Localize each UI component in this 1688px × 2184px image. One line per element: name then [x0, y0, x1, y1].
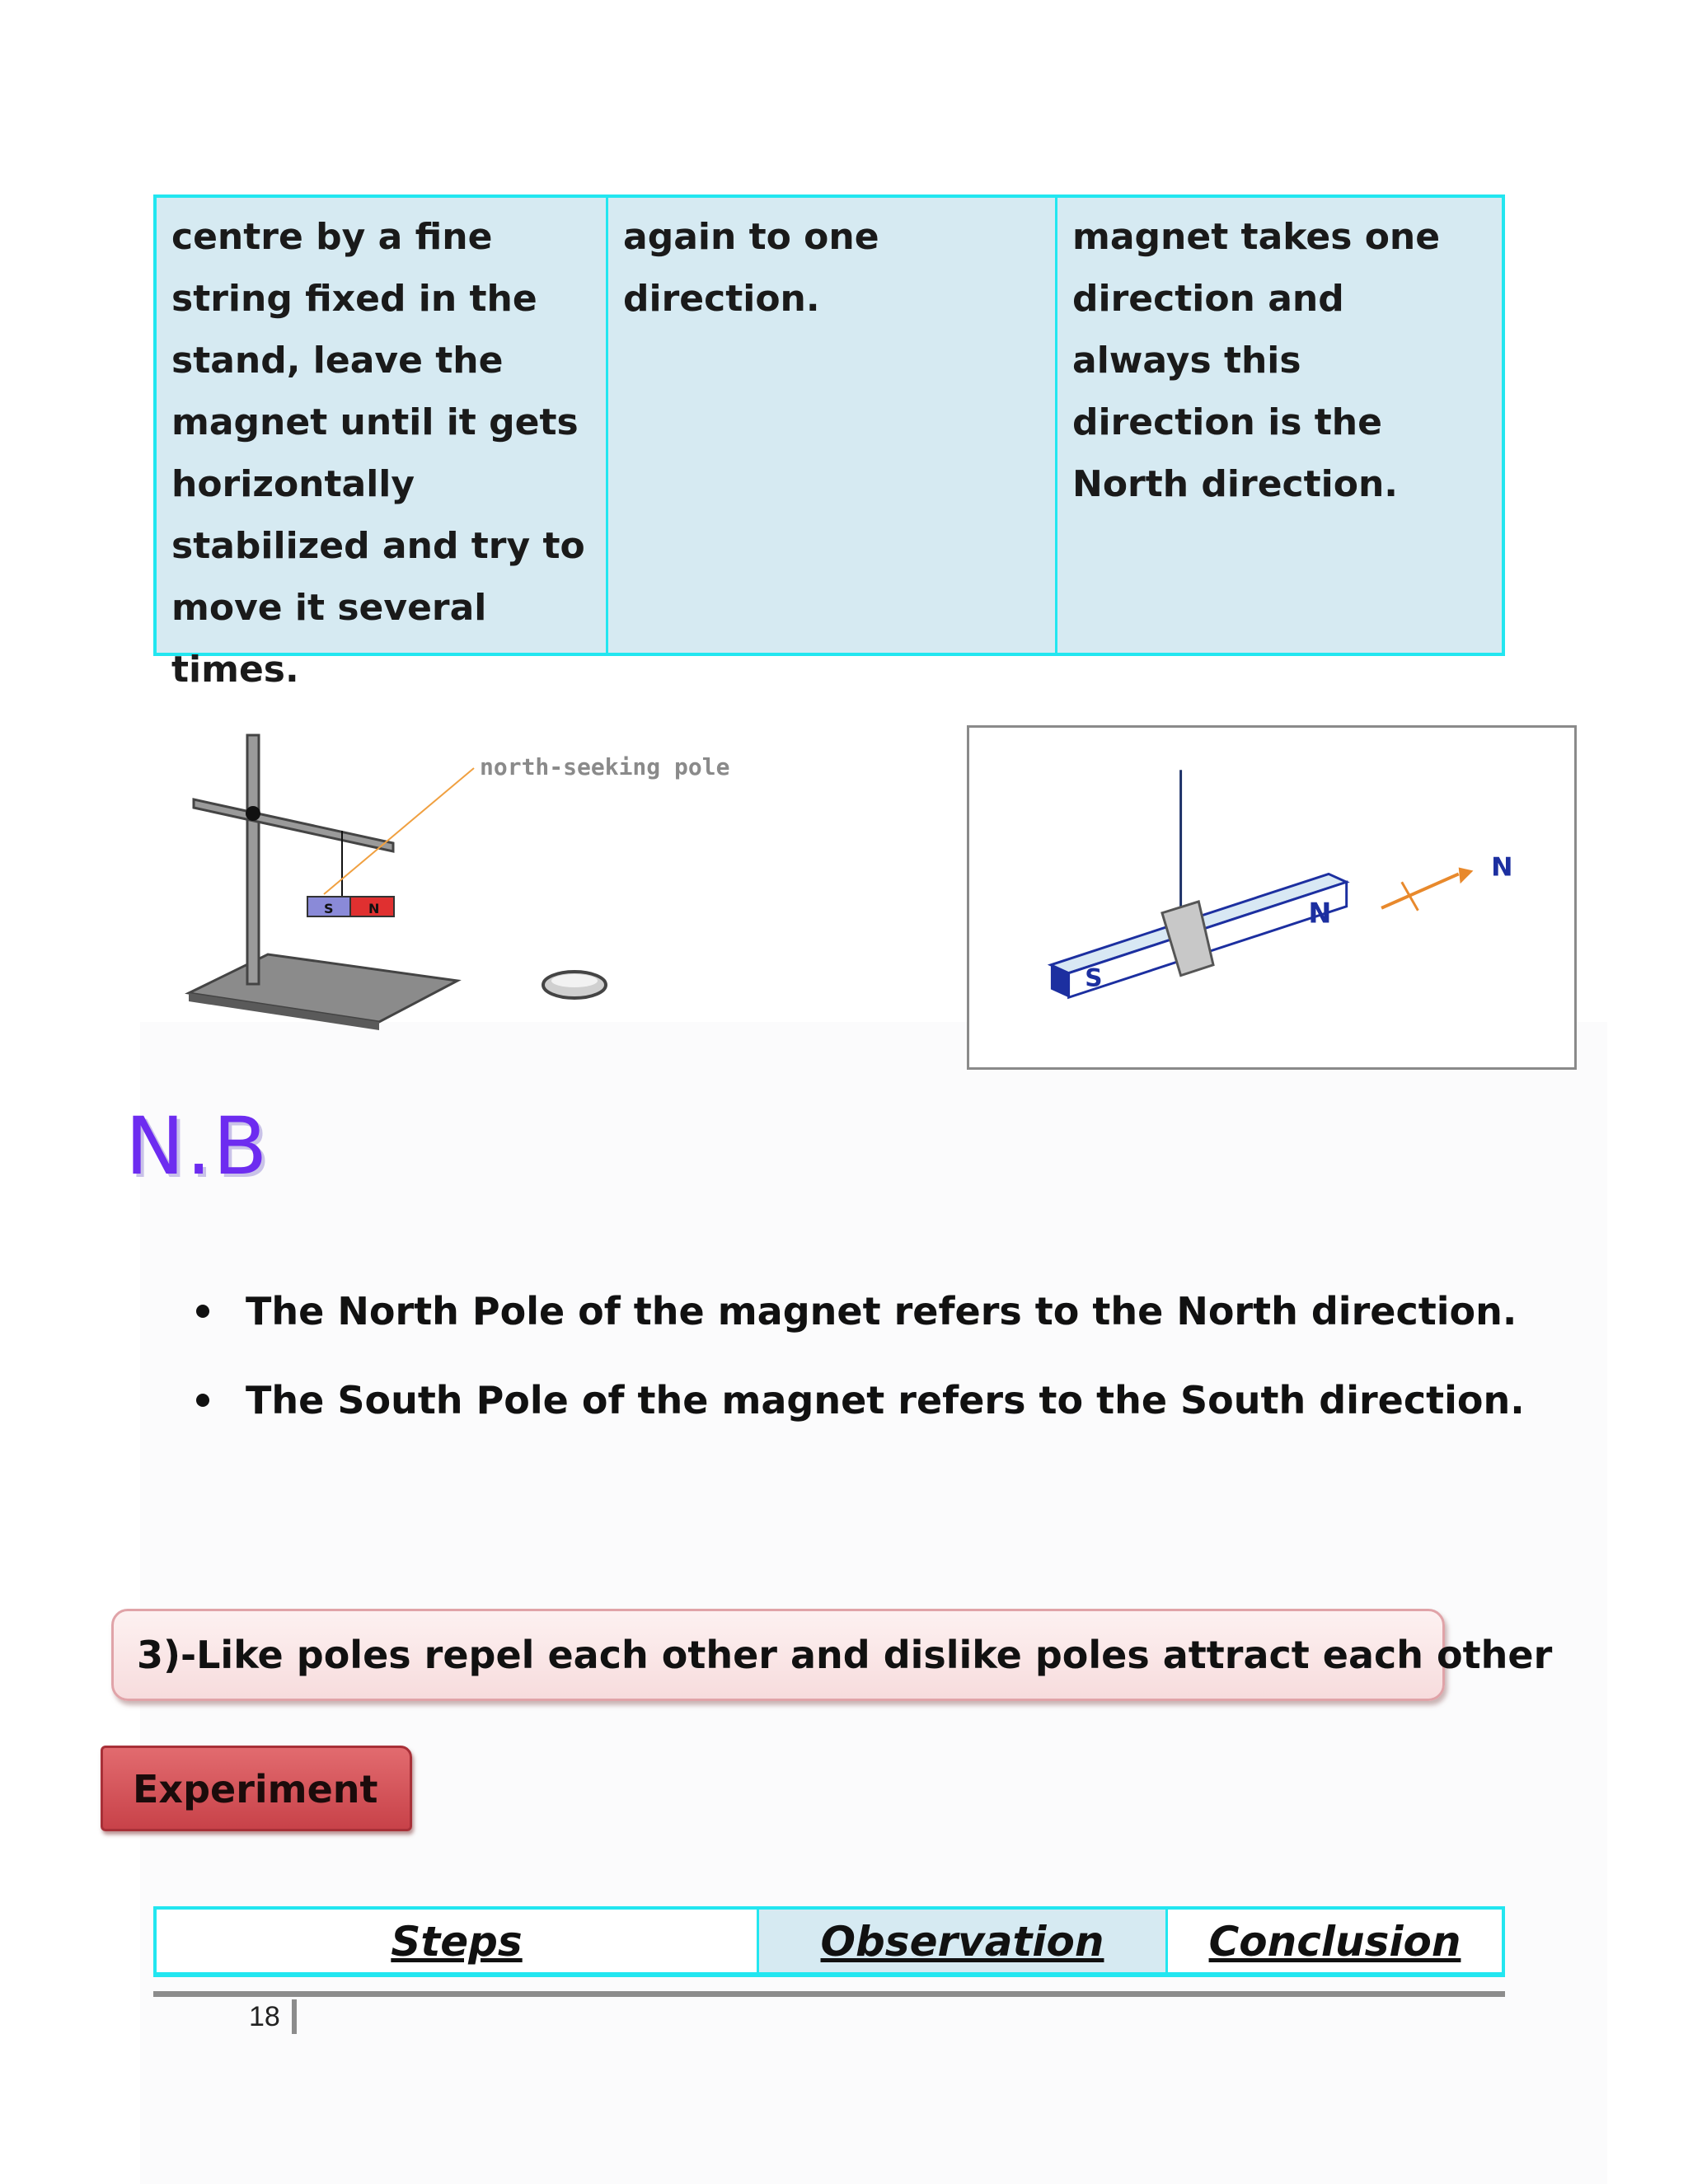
observation-cell: again to one direction.	[606, 198, 1055, 653]
experiment-table-continued	[153, 194, 1505, 691]
steps-cell: centre by a fine string fixed in the stand, leave the magnet until it gets horizontally stabilized and try to move it several times.	[171, 216, 585, 691]
direction-arrowhead	[1459, 868, 1474, 884]
experiment-tag: Experiment	[101, 1746, 412, 1831]
bullet-dot-icon	[196, 1394, 209, 1407]
stand-pole	[247, 735, 259, 984]
north-label: N	[1491, 852, 1513, 883]
footer-divider	[153, 1991, 1505, 1997]
direction-arrow	[1381, 874, 1459, 907]
page-number-bar	[292, 1999, 297, 2034]
experiment-table-header	[153, 1906, 1505, 1977]
pointer-line	[324, 768, 474, 894]
suspended-magnet-stand-figure	[177, 725, 771, 1080]
steps-header: Steps	[157, 1910, 757, 1972]
nb-bullet-list	[190, 1282, 1525, 1460]
magnet-pole-s-label: S	[324, 901, 334, 916]
bullet-text: The North Pole of the magnet refers to the North direction.	[246, 1289, 1517, 1333]
stand-arm	[194, 799, 393, 851]
magnet-s-label: S	[1085, 963, 1103, 992]
section-title-box: 3)-Like poles repel each other and dislike poles attract each other	[111, 1609, 1445, 1701]
bar-magnet-north-figure	[967, 725, 1577, 1070]
page-number: 18	[249, 2001, 280, 2032]
conclusion-header: Conclusion	[1165, 1910, 1502, 1972]
compass-face	[551, 974, 598, 987]
north-seeking-pole-label: north-seeking pole	[480, 753, 730, 780]
bullet-dot-icon	[196, 1305, 209, 1318]
conclusion-cell: magnet takes one direction and always this direction is the North direction.	[1055, 198, 1502, 653]
list-item	[190, 1371, 1525, 1460]
nb-heading: N.B	[125, 1100, 270, 1193]
list-item	[190, 1282, 1525, 1371]
magnet-n-label: N	[1308, 897, 1332, 930]
stand-base	[189, 954, 457, 1022]
bullet-text: The South Pole of the magnet refers to the South direction.	[246, 1378, 1525, 1422]
stand-clamp	[246, 806, 260, 821]
magnet-pole-n-label: N	[368, 901, 380, 916]
page-background-shade	[140, 1022, 1607, 2184]
observation-header: Observation	[757, 1910, 1165, 1972]
